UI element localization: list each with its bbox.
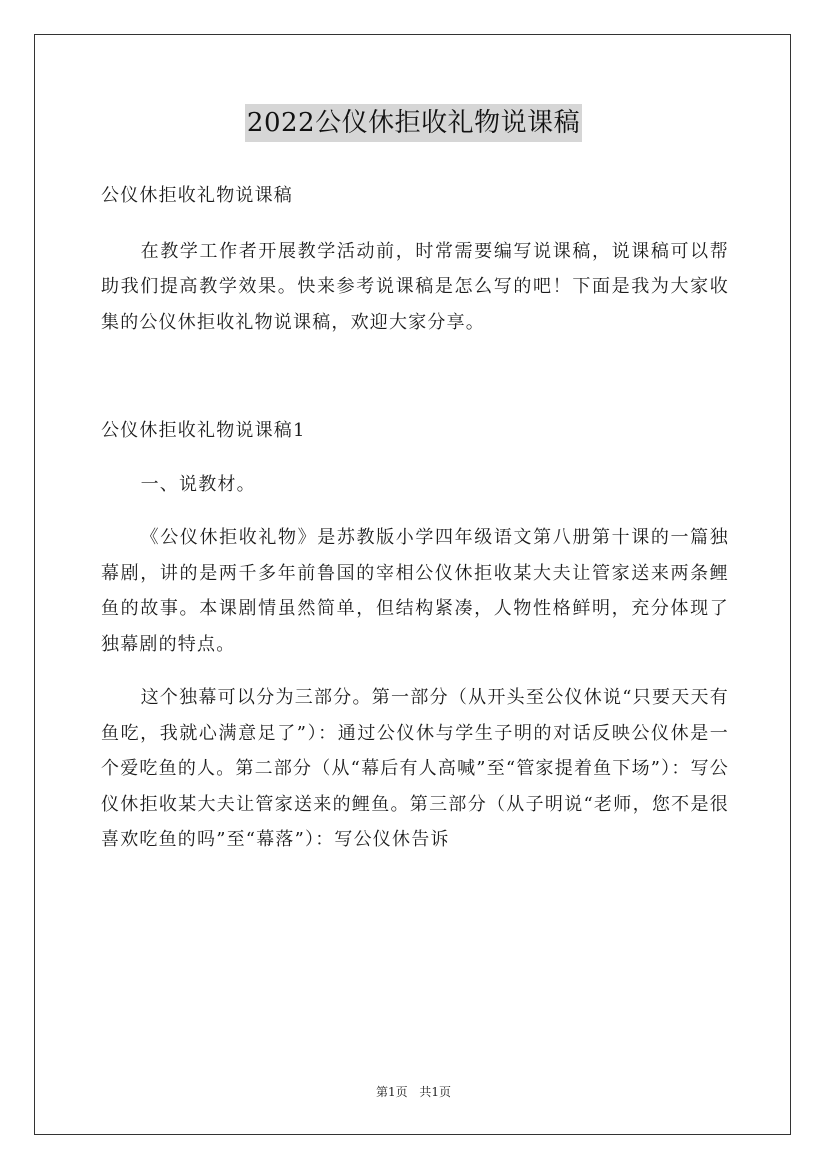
intro-paragraph: 在教学工作者开展教学活动前，时常需要编写说课稿，说课稿可以帮助我们提高教学效果。快来参考说课稿是怎么写的吧！下面是我为大家收集的公仪休拒收礼物说课稿，欢迎大家分享。 [101, 240, 729, 333]
document-subtitle: 公仪休拒收礼物说课稿 [101, 185, 293, 206]
page-number: 第1页 [375, 1085, 408, 1099]
document-body [101, 178, 729, 858]
section-heading: 公仪休拒收礼物说课稿1 [101, 420, 306, 441]
page-total: 共1页 [419, 1085, 452, 1099]
body-paragraph-2: 这个独幕可以分为三部分。第一部分（从开头至公仪休说“只要天天有鱼吃，我就心满意足了”）：通过公仪休与学生子明的对话反映公仪休是一个爱吃鱼的人。第二部分（从“幕后有人高喊”至“管家提着鱼下场”）：写公仪休拒收某大夫让管家送来的鲤鱼。第三部分（从子明说“老师，您不是很喜欢吃鱼的吗”至“幕落”）：写公仪休告诉 [101, 687, 729, 850]
page-footer [0, 1083, 827, 1100]
document-title: 2022公仪休拒收礼物说课稿 [245, 104, 582, 142]
title-container [0, 104, 827, 142]
body-paragraph-1: 《公仪休拒收礼物》是苏教版小学四年级语文第八册第十课的一篇独幕剧，讲的是两千多年前鲁国的宰相公仪休拒收某大夫让管家送来两条鲤鱼的故事。本课剧情虽然简单，但结构紧凑，人物性格鲜明，充分体现了独幕剧的特点。 [101, 527, 729, 655]
section-1-label: 一、说教材。 [140, 473, 256, 495]
